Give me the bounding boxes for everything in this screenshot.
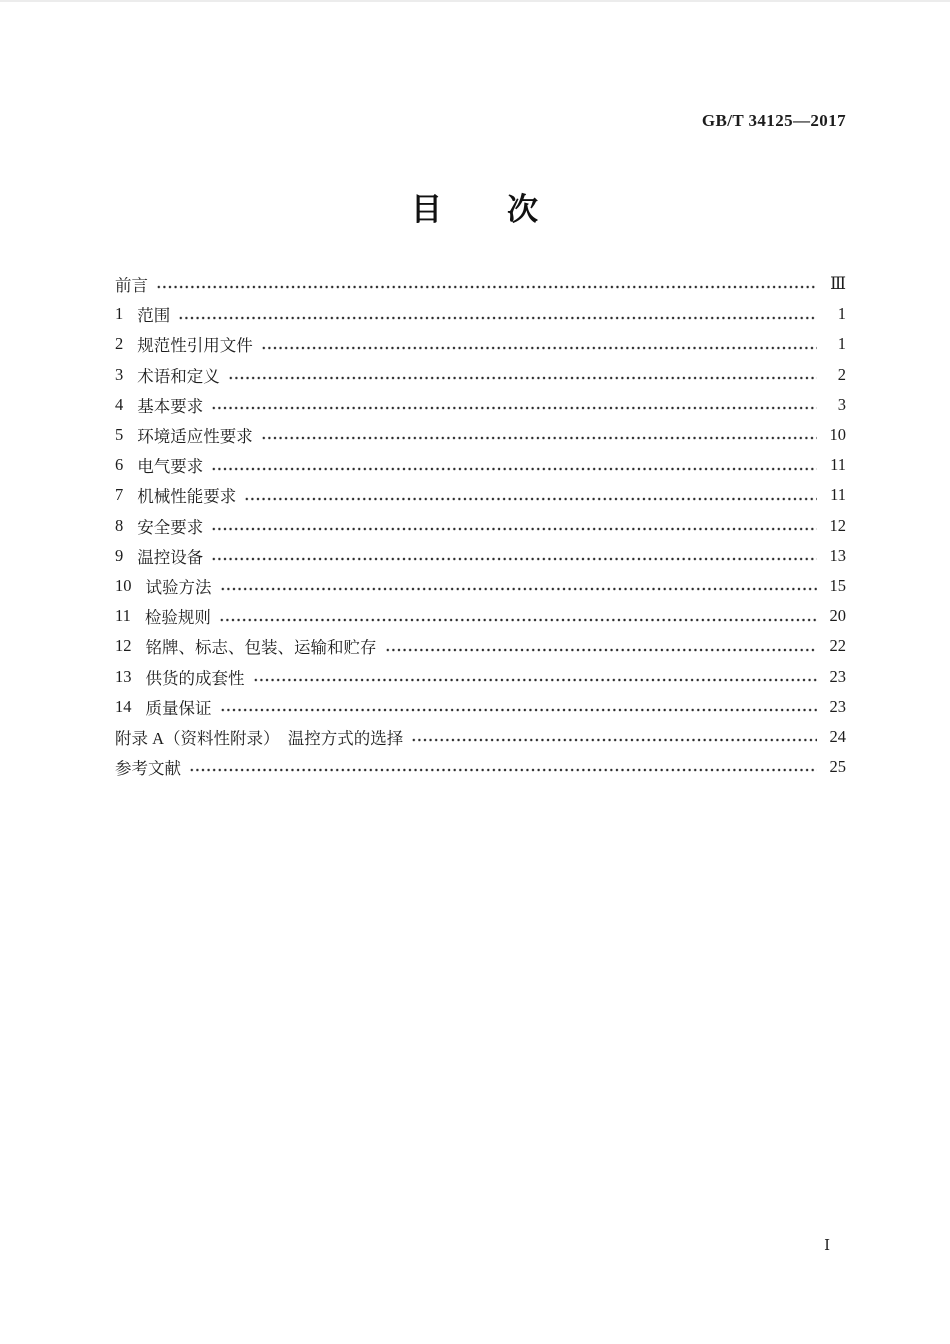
toc-item-number: 6 <box>115 455 124 475</box>
toc-leader <box>244 480 817 510</box>
toc-item-number: 11 <box>115 606 131 626</box>
toc-leader <box>211 450 817 480</box>
toc-item-page: 23 <box>829 696 846 716</box>
toc-leader <box>219 601 817 631</box>
toc-item-number: 12 <box>115 636 132 656</box>
toc-leader <box>261 329 817 359</box>
toc <box>115 269 846 782</box>
toc-item-label: 供货的成套性 <box>145 668 245 688</box>
toc-leader <box>228 360 817 390</box>
toc-item-number: 1 <box>115 304 124 324</box>
toc-leader <box>385 631 818 661</box>
toc-item <box>115 752 846 782</box>
toc-item <box>115 450 846 480</box>
toc-item-label: 规范性引用文件 <box>137 336 253 356</box>
scan-edge <box>0 0 950 2</box>
toc-item-number: 8 <box>115 515 124 535</box>
toc-item <box>115 299 846 329</box>
toc-item-page: 1 <box>837 304 846 324</box>
toc-item-page: 2 <box>837 364 846 384</box>
toc-leader <box>220 692 818 722</box>
toc-item-label: 铭牌、标志、包装、运输和贮存 <box>145 638 377 658</box>
toc-leader <box>178 299 817 329</box>
toc-item-page: 10 <box>829 425 846 445</box>
toc-item-number: 7 <box>115 485 124 505</box>
toc-item <box>115 420 846 450</box>
toc-item-label: 质量保证 <box>145 698 212 718</box>
toc-item-label: 范围 <box>137 306 171 326</box>
toc-item <box>115 360 846 390</box>
toc-item-label: 检验规则 <box>144 608 211 628</box>
toc-leader <box>253 661 818 691</box>
toc-item <box>115 661 846 691</box>
toc-item-number: 2 <box>115 334 124 354</box>
standard-code: GB/T 34125—2017 <box>701 111 846 130</box>
toc-item <box>115 692 846 722</box>
toc-item-number: 10 <box>115 575 132 595</box>
toc-item <box>115 269 846 299</box>
toc-item-page: 24 <box>829 726 846 746</box>
toc-item <box>115 571 846 601</box>
toc-item-label: 附录 A（资料性附录） 温控方式的选择 <box>115 728 404 748</box>
toc-item <box>115 511 846 541</box>
page-title: 目 次 <box>411 192 539 227</box>
toc-item-label: 试验方法 <box>145 577 212 597</box>
toc-item-label: 前言 <box>115 276 148 296</box>
toc-item <box>115 541 846 571</box>
toc-leader <box>211 511 817 541</box>
toc-leader <box>189 752 817 782</box>
toc-item-number: 14 <box>115 696 132 716</box>
toc-item <box>115 390 846 420</box>
toc-leader <box>261 420 817 450</box>
toc-item-label: 电气要求 <box>137 457 204 477</box>
toc-item-page: 13 <box>829 545 846 565</box>
toc-leader <box>211 390 817 420</box>
toc-leader <box>156 269 817 299</box>
toc-item <box>115 631 846 661</box>
toc-item-page: 23 <box>829 666 846 686</box>
toc-item-number: 4 <box>115 394 124 414</box>
toc-item-page: 11 <box>830 455 846 475</box>
toc-item-label: 环境适应性要求 <box>137 427 253 447</box>
toc-item <box>115 480 846 510</box>
toc-item-number: 13 <box>115 666 132 686</box>
toc-item <box>115 329 846 359</box>
toc-item-page: 12 <box>829 515 846 535</box>
toc-item-page: 15 <box>829 575 846 595</box>
toc-item-page: 20 <box>829 606 846 626</box>
folio-page-number: Ⅰ <box>824 1238 830 1254</box>
toc-item-number: 5 <box>115 425 124 445</box>
toc-item-label: 机械性能要求 <box>137 487 237 507</box>
toc-item-page: 25 <box>829 757 846 777</box>
toc-item-page: 22 <box>829 636 846 656</box>
toc-item <box>115 601 846 631</box>
toc-leader <box>411 722 817 752</box>
toc-leader <box>220 571 818 601</box>
toc-item-page: 3 <box>837 394 846 414</box>
toc-item-label: 温控设备 <box>137 547 204 567</box>
toc-item-number: 9 <box>115 545 124 565</box>
toc-item-page: 1 <box>837 334 846 354</box>
toc-item-label: 基本要求 <box>137 396 204 416</box>
toc-item-page: Ⅲ <box>830 274 846 294</box>
toc-item-page: 11 <box>830 485 846 505</box>
toc-item <box>115 722 846 752</box>
toc-leader <box>211 541 817 571</box>
toc-item-number: 3 <box>115 364 124 384</box>
toc-item-label: 术语和定义 <box>137 366 220 386</box>
toc-item-label: 安全要求 <box>137 517 204 537</box>
toc-item-label: 参考文献 <box>115 759 181 779</box>
